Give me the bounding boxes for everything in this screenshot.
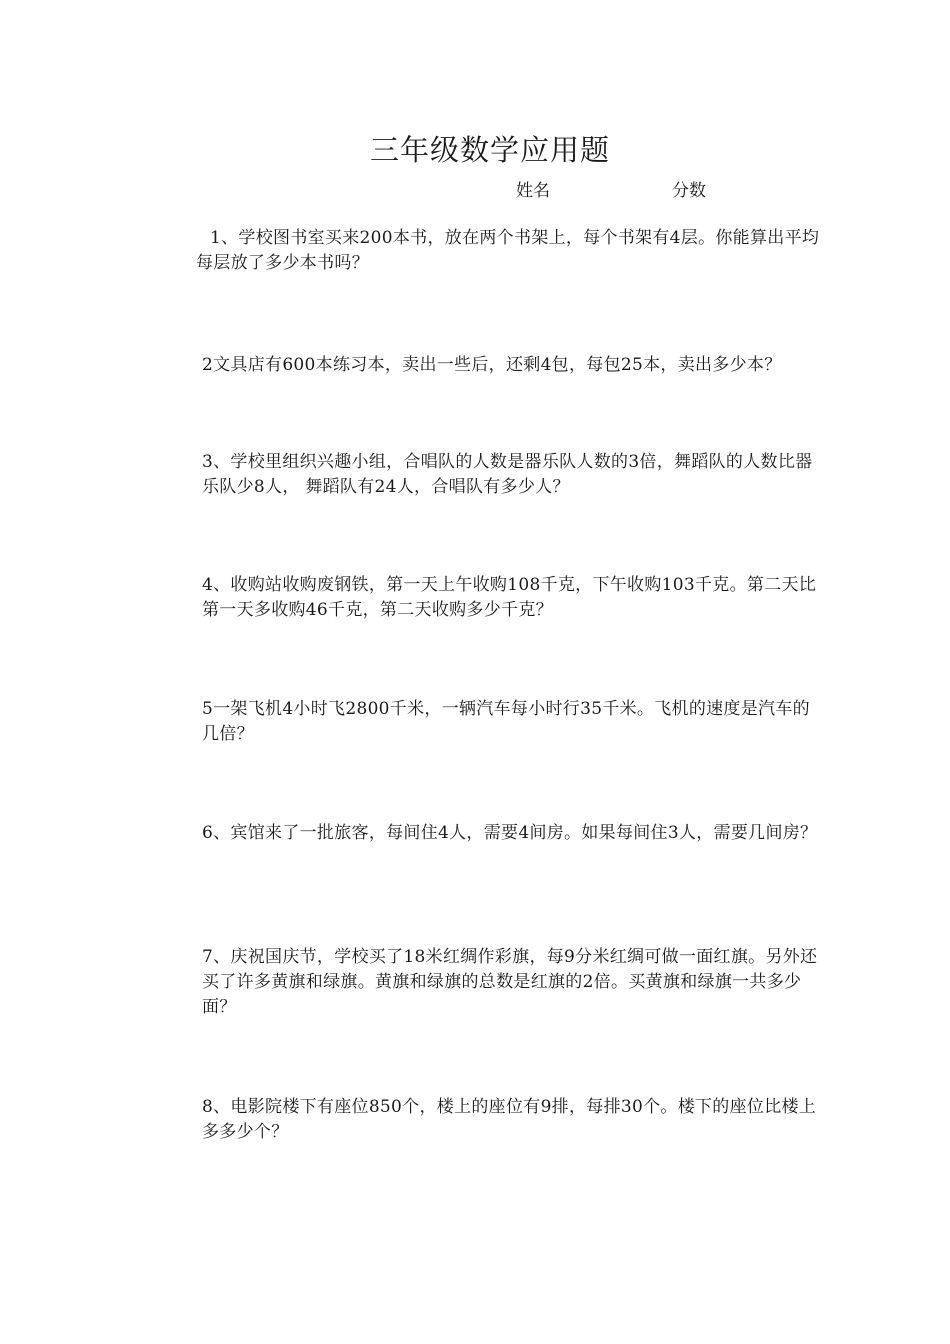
score-label: 分数 — [672, 181, 706, 201]
question-6: 6、宾馆来了一批旅客，每间住4人，需要4间房。如果每间住3人，需要几间房？ — [202, 823, 818, 843]
question-1: 1、学校图书室买来200本书，放在两个书架上，每个书架有4层。你能算出平均每层放了多少本书吗？ — [196, 228, 820, 273]
question-8: 8、电影院楼下有座位850个，楼上的座位有9排，每排30个。楼下的座位比楼上多多少个？ — [202, 1097, 817, 1142]
question-4: 4、收购站收购废钢铁，第一天上午收购108千克，下午收购103千克。第二天比第一天多收购46千克，第二天收购多少千克？ — [202, 575, 817, 620]
question-2: 2文具店有600本练习本，卖出一些后，还剩4包，每包25本，卖出多少本？ — [202, 355, 782, 375]
question-7: 7、庆祝国庆节，学校买了18米红绸作彩旗，每9分米红绸可做一面红旗。另外还买了许多黄旗和绿旗。黄旗和绿旗的总数是红旗的2倍。买黄旗和绿旗一共多少面？ — [202, 947, 818, 1017]
page-title: 三年级数学应用题 — [369, 133, 610, 167]
question-3: 3、学校里组织兴趣小组，合唱队的人数是器乐队人数的3倍，舞蹈队的人数比器乐队少8人， 舞蹈队有24人，合唱队有多少人？ — [202, 452, 813, 497]
question-5: 5一架飞机4小时飞2800千米，一辆汽车每小时行35千米。飞机的速度是汽车的几倍？ — [202, 699, 810, 744]
name-label: 姓名 — [516, 181, 550, 201]
